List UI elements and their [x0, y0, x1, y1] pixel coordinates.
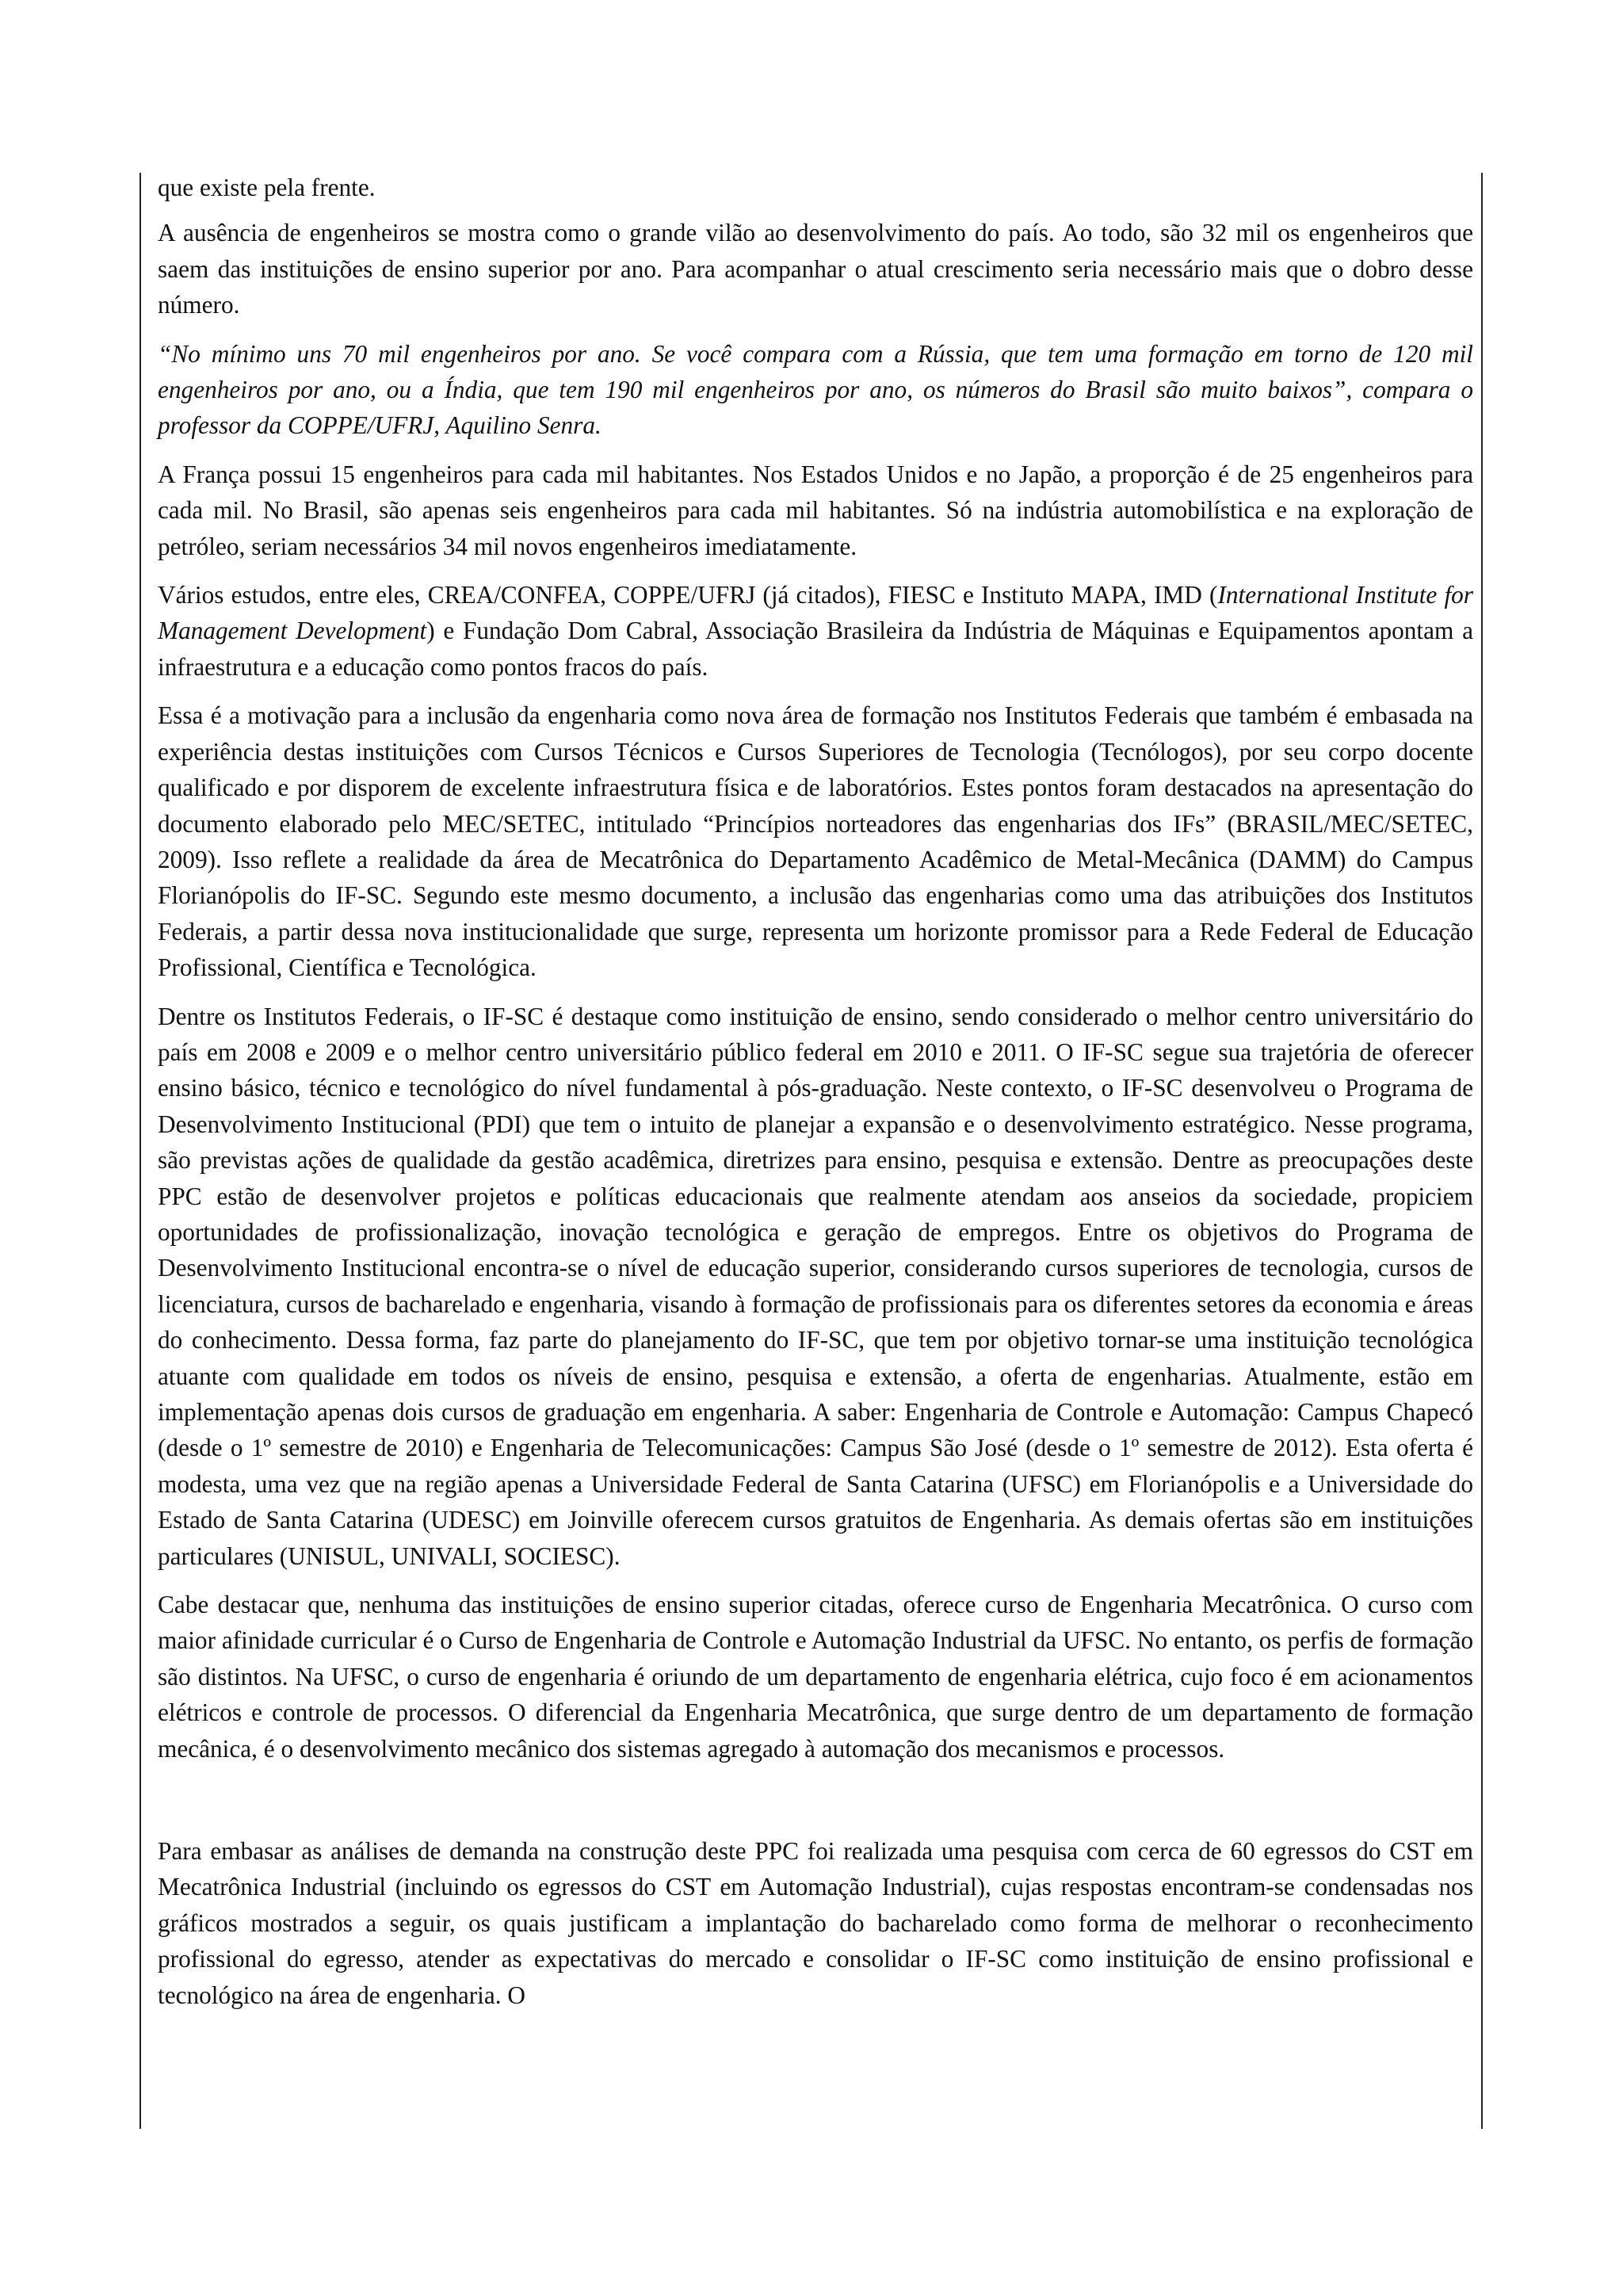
paragraph-continuation: que existe pela frente. — [158, 174, 376, 201]
paragraph-country-comparison: A França possui 15 engenheiros para cada mil habitantes. Nos Estados Unidos e no Japão, a proporção é de 25 engenheiros para cada mil. No Brasil, são apenas seis engenheiros para cada mil habitantes. Só na indústria automobilística e na exploração de petróleo, seriam necessários 34 mil novos engenheiros imediatamente. — [158, 460, 1473, 560]
paragraph-if-sc: Dentre os Institutos Federais, o IF-SC é destaque como instituição de ensino, sendo considerado o melhor centro universitário do país em 2008 e 2009 e o melhor centro universitário público federal em 2010 e 2011. O IF-SC segue sua trajetória de oferecer ensino básico, técnico e tecnológico do nível fundamental à pós-graduação. Neste contexto, o IF-SC desenvolveu o Programa de Desenvolvimento Institucional (PDI) que tem o intuito de planejar a expansão e o desenvolvimento estratégico. Nesse programa, são previstas ações de qualidade da gestão acadêmica, diretrizes para ensino, pesquisa e extensão. Dentre as preocupações deste PPC estão de desenvolver projetos e políticas educacionais que realmente atendam aos anseios da sociedade, propiciem oportunidades de profissionalização, inovação tecnológica e geração de empregos. Entre os objetivos do Programa de Desenvolvimento Institucional encontra-se o nível de educação superior, considerando cursos superiores de tecnologia, cursos de licenciatura, cursos de bacharelado e engenharia, visando à formação de profissionais para os diferentes setores da economia e áreas do conhecimento. Dessa forma, faz parte do planejamento do IF-SC, que tem por objetivo tornar-se uma instituição tecnológica atuante com qualidade em todos os níveis de ensino, pesquisa e extensão, a oferta de engenharias. Atualmente, estão em implementação apenas dois cursos de graduação em engenharia. A saber: Engenharia de Controle e Automação: Campus Chapecó (desde o 1º semestre de 2010) e Engenharia de Telecomunicações: Campus São José (desde o 1º semestre de 2012). Esta oferta é modesta, uma vez que na região apenas a Universidade Federal de Santa Catarina (UFSC) em Florianópolis e a Universidade do Estado de Santa Catarina (UDESC) em Joinville oferecem cursos gratuitos de Engenharia. As demais ofertas são em instituições particulares (UNISUL, UNIVALI, SOCIESC). — [158, 1002, 1473, 1570]
studies-text-c: ) e Fundação Dom Cabral, Associação Brasileira da Indústria de Máquinas e Equipamentos apontam a infraestrutura e a educação como pontos fracos do país. — [158, 617, 1473, 681]
studies-text-a: Vários estudos, entre eles, CREA/CONFEA, COPPE/UFRJ (já citados), FIESC e Instituto MAPA, IMD ( — [158, 581, 1218, 609]
paragraph-engineer-shortage: A ausência de engenheiros se mostra como o grande vilão ao desenvolvimento do país. Ao todo, são 32 mil os engenheiros que saem das instituições de ensino superior por ano. Para acompanhar o atual crescimento seria necessário mais que o dobro desse número. — [158, 219, 1473, 319]
paragraph-mechatronics: Cabe destacar que, nenhuma das instituições de ensino superior citadas, oferece curso de Engenharia Mecatrônica. O curso com maior afinidade curricular é o Curso de Engenharia de Controle e Automação Industrial da UFSC. No entanto, os perfis de formação são distintos. Na UFSC, o curso de engenharia é oriundo de um departamento de engenharia elétrica, cujo foco é em acionamentos elétricos e controle de processos. O diferencial da Engenharia Mecatrônica, que surge dentro de um departamento de formação mecânica, é o desenvolvimento mecânico dos sistemas agregado à automação dos mecanismos e processos. — [158, 1591, 1473, 1763]
document-body — [158, 170, 1473, 2026]
paragraph-studies — [158, 577, 1473, 685]
blank-space — [158, 1767, 1473, 1833]
paragraph-quote-senra: “No mínimo uns 70 mil engenheiros por ano. Se você compara com a Rússia, que tem uma formação em torno de 120 mil engenheiros por ano, ou a Índia, que tem 190 mil engenheiros por ano, os números do Brasil são muito baixos”, compara o professor da COPPE/UFRJ, Aquilino Senra. — [158, 339, 1473, 440]
paragraph-motivation: Essa é a motivação para a inclusão da engenharia como nova área de formação nos Institutos Federais que também é embasada na experiência destas instituições com Cursos Técnicos e Cursos Superiores de Tecnologia (Tecnólogos), por seu corpo docente qualificado e por disporem de excelente infraestrutura física e de laboratórios. Estes pontos foram destacados na apresentação do documento elaborado pelo MEC/SETEC, intitulado “Princípios norteadores das engenharias dos IFs” (BRASIL/MEC/SETEC, 2009). Isso reflete a realidade da área de Mecatrônica do Departamento Acadêmico de Metal-Mecânica (DAMM) do Campus Florianópolis do IF-SC. Segundo este mesmo documento, a inclusão das engenharias como uma das atribuições dos Institutos Federais, a partir dessa nova institucionalidade que surge, representa um horizonte promissor para a Rede Federal de Educação Profissional, Científica e Tecnológica. — [158, 701, 1473, 982]
paragraph-survey: Para embasar as análises de demanda na construção deste PPC foi realizada uma pesquisa com cerca de 60 egressos do CST em Mecatrônica Industrial (incluindo os egressos do CST em Automação Industrial), cujas respostas encontram-se condensadas nos gráficos mostrados a seguir, os quais justificam a implantação do bacharelado como forma de melhorar o reconhecimento profissional do egresso, atender as expectativas do mercado e consolidar o IF-SC como instituição de ensino profissional e tecnológico na área de engenharia. O — [158, 1837, 1473, 2009]
imd-full-name: International Institute for Management Development — [158, 581, 1473, 645]
